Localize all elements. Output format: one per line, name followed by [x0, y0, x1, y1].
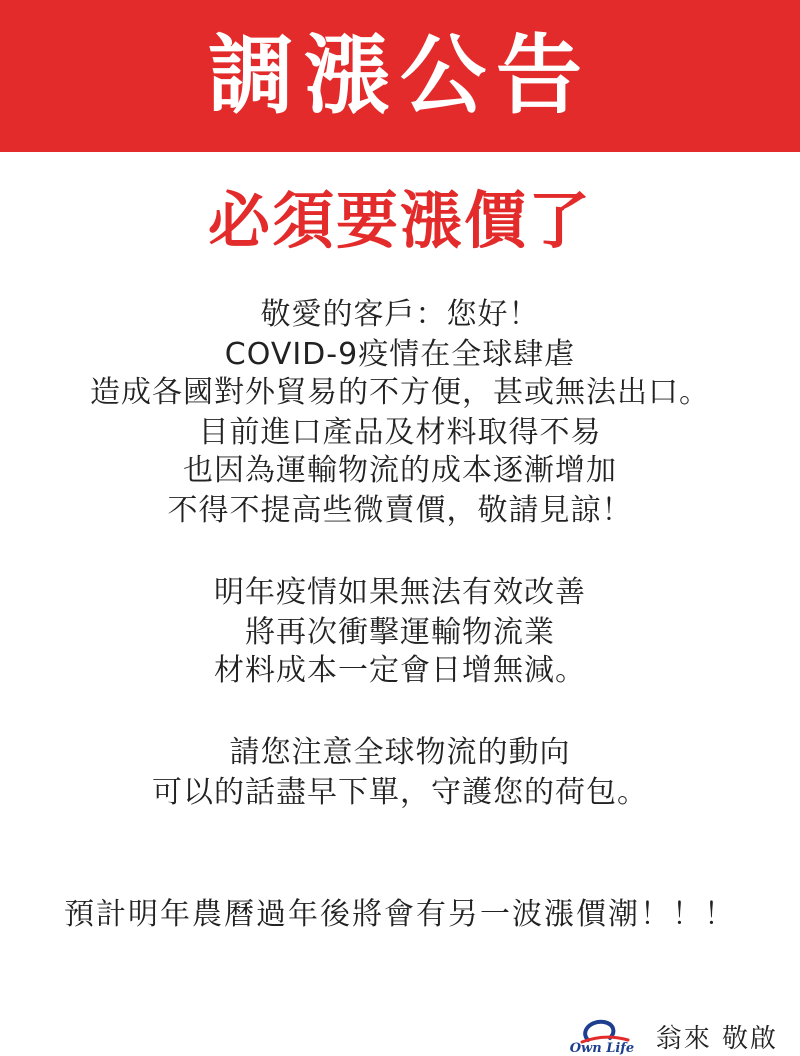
body-line: 將再次衝擊運輸物流業 — [245, 615, 555, 650]
body-line: 材料成本一定會日增無減。 — [214, 653, 586, 688]
body-line: COVID-9疫情在全球肆虐 — [224, 337, 576, 372]
own-life-logo-icon — [569, 1018, 646, 1056]
body-line: 請您注意全球物流的動向 — [229, 735, 571, 770]
signature-text: 翁來 敬啟 — [655, 1024, 778, 1054]
body-line: 也因為運輸物流的成本逐漸增加 — [183, 453, 617, 488]
body-line: 可以的話盡早下單，守護您的荷包。 — [152, 775, 648, 810]
header-banner — [0, 0, 800, 152]
body-line: 目前進口產品及材料取得不易 — [198, 415, 602, 450]
subtitle: 必須要漲價了 — [207, 184, 592, 257]
body-line: 敬愛的客戶：您好！ — [260, 297, 540, 332]
page-title: 調漲公告 — [208, 26, 592, 126]
price-increase-notice: 預計明年農曆過年後將會有另一波漲價潮！！！ — [64, 897, 736, 932]
body-line: 不得不提高些微賣價，敬請見諒！ — [167, 493, 633, 528]
logo-text: Own Life — [569, 1041, 635, 1056]
body-line: 造成各國對外貿易的不方便，甚或無法出口。 — [90, 375, 710, 410]
body-line: 明年疫情如果無法有效改善 — [214, 575, 586, 610]
signature — [569, 1018, 778, 1056]
